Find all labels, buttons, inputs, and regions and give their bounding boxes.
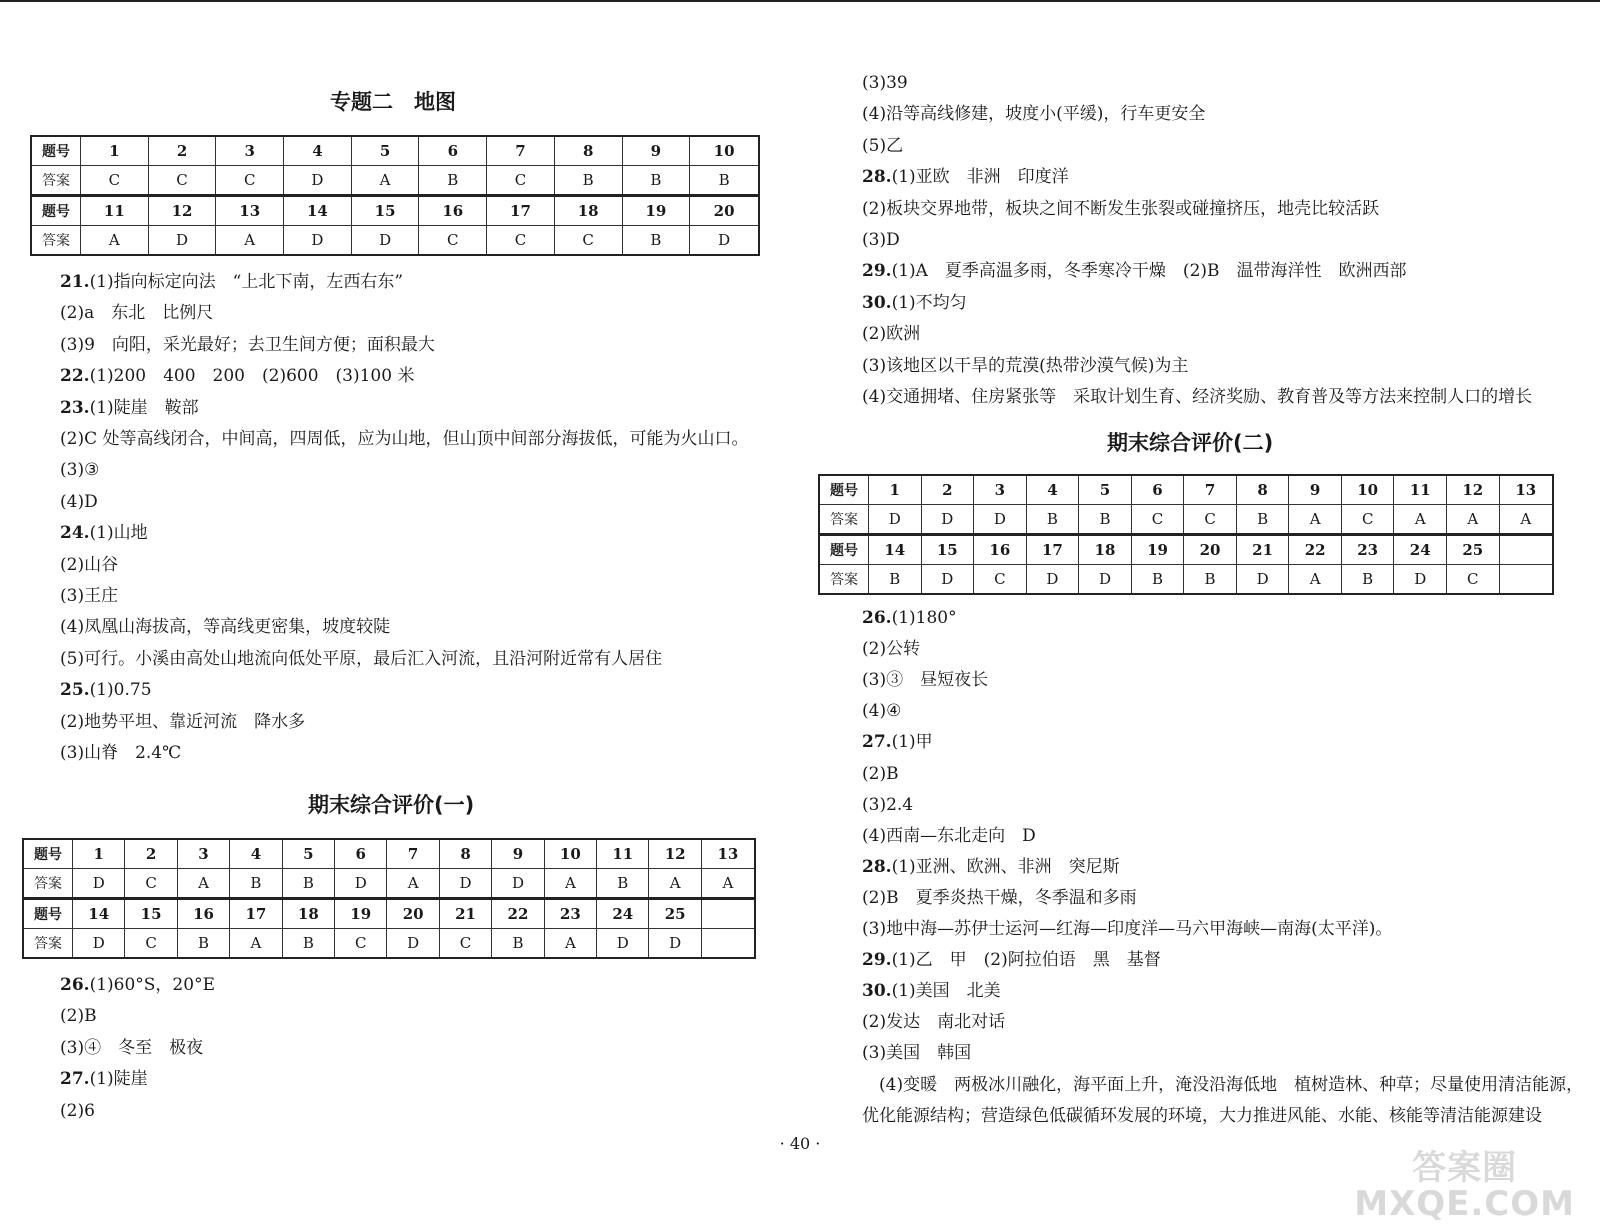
question-number-cell: 10 xyxy=(544,839,596,869)
question-number-cell: 20 xyxy=(690,196,759,226)
answer-cell: A xyxy=(351,166,419,196)
answer-text: (5)可行。小溪由高处山地流向低处平原，最后汇入河流，且沿河附近常有人居住 xyxy=(60,648,663,669)
table-row xyxy=(23,839,755,869)
table-row xyxy=(819,565,1553,595)
question-number-cell: 2 xyxy=(148,136,216,166)
answer-cell: B xyxy=(1079,505,1132,535)
question-number-cell: 6 xyxy=(419,136,487,166)
question-number: 30. xyxy=(862,981,892,1002)
answer-cell: C xyxy=(974,565,1027,595)
answer-line xyxy=(60,554,118,576)
row-header: 题号 xyxy=(23,839,73,869)
answer-cell: C xyxy=(125,929,177,959)
answer-cell: D xyxy=(869,505,922,535)
answer-line xyxy=(862,887,1137,909)
question-number: 26. xyxy=(862,608,892,628)
question-number-cell: 18 xyxy=(554,196,622,226)
answer-text: (2)山谷 xyxy=(60,554,119,575)
answer-line xyxy=(862,669,988,691)
answer-text: (4)变暖 两极冰川融化，海平面上升，淹没沿海低地 植树造林、种草；尽量使用清洁能源， xyxy=(862,1074,1584,1095)
table-row xyxy=(23,869,755,899)
answer-text: (2)发达 南北对话 xyxy=(862,1012,1006,1033)
answer-cell: D xyxy=(387,929,439,959)
answer-cell: B xyxy=(1026,505,1079,535)
question-number: 21. xyxy=(60,272,90,292)
answer-text: (2)B 夏季炎热干燥，冬季温和多雨 xyxy=(862,887,1137,908)
question-number-cell: 11 xyxy=(1394,475,1447,505)
answer-line xyxy=(60,648,662,670)
question-number-cell: 3 xyxy=(974,475,1027,505)
answer-line xyxy=(862,731,933,753)
question-number-cell: 4 xyxy=(1026,475,1079,505)
question-number-cell: 3 xyxy=(177,839,229,869)
section-title-final-1: 期末综合评价(一) xyxy=(308,793,475,817)
answer-cell: D xyxy=(439,869,491,899)
question-number-cell: 5 xyxy=(351,136,419,166)
answer-table-final-2 xyxy=(818,474,1554,595)
answer-text: (1)亚欧 非洲 印度洋 xyxy=(891,167,1069,188)
answer-line xyxy=(862,103,1205,125)
question-number: 29. xyxy=(862,950,892,971)
question-number-cell: 21 xyxy=(439,899,491,929)
answer-cell: D xyxy=(148,226,216,256)
answer-text: (2)B xyxy=(862,763,899,784)
question-number-cell: 9 xyxy=(622,136,690,166)
answer-line xyxy=(60,302,213,324)
answer-cell: B xyxy=(622,226,690,256)
answer-line xyxy=(862,607,957,629)
question-number-cell xyxy=(701,899,755,929)
answer-cell: B xyxy=(1236,505,1289,535)
question-number-cell: 10 xyxy=(690,136,759,166)
answer-line xyxy=(862,949,1161,971)
answer-cell: B xyxy=(1184,565,1237,595)
answer-cell: D xyxy=(1079,565,1132,595)
answer-cell: C xyxy=(487,226,555,256)
question-number: 25. xyxy=(60,680,90,701)
question-number: 27. xyxy=(862,732,892,753)
answer-text: (2)公转 xyxy=(862,639,921,660)
question-number: 29. xyxy=(862,261,892,282)
answer-text: (4)D xyxy=(60,491,98,512)
answer-line xyxy=(60,271,403,293)
watermark-logo: 答案圈 MXQE.COM xyxy=(1354,1148,1575,1224)
question-number-cell: 16 xyxy=(177,899,229,929)
question-number: 28. xyxy=(862,856,892,877)
answer-cell: C xyxy=(1131,505,1184,535)
question-number-cell: 8 xyxy=(1236,475,1289,505)
answer-line xyxy=(862,292,967,314)
question-number: 27. xyxy=(60,1069,90,1090)
answer-cell: D xyxy=(649,929,701,959)
answer-cell: C xyxy=(335,929,387,959)
answer-text: (3)9 向阳，采光最好；去卫生间方便；面积最大 xyxy=(60,334,435,355)
answer-text: (3)③ 昼短夜长 xyxy=(862,670,989,691)
answer-text: (2)a 东北 比例尺 xyxy=(60,303,214,324)
question-number-cell: 5 xyxy=(1079,475,1132,505)
question-number-cell: 8 xyxy=(554,136,622,166)
answer-line xyxy=(862,355,1188,377)
answer-line xyxy=(60,974,215,996)
table-row xyxy=(31,166,759,196)
question-number-cell: 1 xyxy=(73,839,125,869)
answer-line xyxy=(862,323,920,345)
answer-line xyxy=(60,428,749,450)
answer-cell: A xyxy=(216,226,284,256)
question-number-cell: 7 xyxy=(487,136,555,166)
question-number-cell: 20 xyxy=(387,899,439,929)
answer-text: (3)地中海—苏伊士运河—红海—印度洋—马六甲海峡—南海(太平洋)。 xyxy=(862,919,1393,939)
answer-text: (3)该地区以干旱的荒漠(热带沙漠气候)为主 xyxy=(862,355,1189,376)
answer-text: (2)C 处等高线闭合，中间高，四周低，应为山地，但山顶中间部分海拔低，可能为火山口。 xyxy=(60,429,749,449)
answer-line xyxy=(60,1068,148,1090)
answer-cell: C xyxy=(125,869,177,899)
question-number: 26. xyxy=(60,975,90,995)
answer-cell: A xyxy=(1394,505,1447,535)
question-number-cell: 2 xyxy=(125,839,177,869)
answer-line xyxy=(60,742,181,764)
row-header: 答案 xyxy=(819,505,869,535)
answer-cell: D xyxy=(1236,565,1289,595)
answer-text: (3)美国 韩国 xyxy=(862,1043,972,1064)
question-number-cell: 13 xyxy=(216,196,284,226)
question-number-cell: 17 xyxy=(487,196,555,226)
answer-text: (1)指向标定向法 “上北下南，左西右东” xyxy=(89,272,404,292)
answer-cell: D xyxy=(1394,565,1447,595)
answer-cell: B xyxy=(1131,565,1184,595)
question-number: 22. xyxy=(60,366,90,387)
question-number-cell: 14 xyxy=(73,899,125,929)
answer-line xyxy=(862,135,903,157)
answer-cell: D xyxy=(335,869,387,899)
question-number-cell: 22 xyxy=(1289,535,1342,565)
question-number-cell: 13 xyxy=(1499,475,1553,505)
answer-cell: C xyxy=(1447,565,1500,595)
answer-cell: B xyxy=(282,869,334,899)
table-row xyxy=(31,196,759,226)
question-number: 30. xyxy=(862,292,892,313)
question-number-cell: 3 xyxy=(216,136,284,166)
question-number-cell: 25 xyxy=(649,899,701,929)
row-header: 答案 xyxy=(819,565,869,595)
answer-cell: C xyxy=(216,166,284,196)
question-number-cell: 24 xyxy=(1394,535,1447,565)
answer-cell: B xyxy=(554,166,622,196)
answer-cell: D xyxy=(284,226,352,256)
answer-cell: B xyxy=(1341,565,1394,595)
answer-cell: B xyxy=(869,565,922,595)
section-title-map: 专题二 地图 xyxy=(330,90,456,114)
answer-table-final-1 xyxy=(22,838,756,959)
answer-text: (2)欧洲 xyxy=(862,324,921,345)
answer-cell: B xyxy=(282,929,334,959)
answer-line xyxy=(60,365,414,387)
answer-text: (4)西南—东北走向 D xyxy=(862,825,1036,846)
question-number-cell: 22 xyxy=(492,899,544,929)
answer-cell: D xyxy=(73,869,125,899)
answer-text: (3)山脊 2.4℃ xyxy=(60,743,182,763)
question-number-cell: 17 xyxy=(1026,535,1079,565)
answer-line xyxy=(862,918,1392,940)
answer-cell: D xyxy=(921,565,974,595)
question-number-cell: 15 xyxy=(351,196,419,226)
question-number: 23. xyxy=(60,397,90,418)
answer-cell: B xyxy=(690,166,759,196)
answer-text: (1)60°S，20°E xyxy=(89,975,215,995)
table-row xyxy=(819,505,1553,535)
answer-text: (3)2.4 xyxy=(862,794,914,815)
answer-line xyxy=(862,260,1407,282)
answer-cell: D xyxy=(284,166,352,196)
question-number-cell: 16 xyxy=(419,196,487,226)
answer-cell: D xyxy=(690,226,759,256)
question-number-cell: 4 xyxy=(230,839,282,869)
answer-text: (1)山地 xyxy=(89,523,148,544)
table-row xyxy=(23,929,755,959)
answer-line xyxy=(862,229,900,251)
answer-text: (1)180° xyxy=(891,608,957,628)
answer-text: (2)B xyxy=(60,1006,97,1027)
question-number-cell: 16 xyxy=(974,535,1027,565)
question-number-cell: 2 xyxy=(921,475,974,505)
question-number-cell: 9 xyxy=(1289,475,1342,505)
row-header: 题号 xyxy=(819,535,869,565)
answer-text: (4)凤凰山海拔高，等高线更密集，坡度较陡 xyxy=(60,617,391,638)
question-number-cell: 24 xyxy=(597,899,649,929)
answer-text: (4)沿等高线修建，坡度小(平缓)，行车更安全 xyxy=(862,104,1206,125)
answer-line xyxy=(60,1005,97,1027)
answer-line xyxy=(862,700,901,722)
answer-cell: C xyxy=(1341,505,1394,535)
question-number-cell: 21 xyxy=(1236,535,1289,565)
answer-cell: D xyxy=(73,929,125,959)
answer-text: (1)不均匀 xyxy=(891,292,967,313)
answer-cell xyxy=(1499,565,1553,595)
answer-text: (1)甲 xyxy=(891,732,933,753)
answer-cell: A xyxy=(1289,505,1342,535)
answer-line xyxy=(862,1105,1542,1127)
question-number-cell: 9 xyxy=(492,839,544,869)
answer-text: (2)板块交界地带，板块之间不断发生张裂或碰撞挤压，地壳比较活跃 xyxy=(862,198,1380,219)
answer-text: (4)④ xyxy=(862,701,902,722)
question-number-cell: 23 xyxy=(1341,535,1394,565)
row-header: 答案 xyxy=(31,166,81,196)
answer-text: (1)陡崖 鞍部 xyxy=(89,397,199,418)
answer-cell: C xyxy=(439,929,491,959)
answer-cell: C xyxy=(1184,505,1237,535)
answer-line xyxy=(60,585,118,607)
table-row xyxy=(23,899,755,929)
answer-text: (3)王庄 xyxy=(60,586,119,606)
question-number-cell: 17 xyxy=(230,899,282,929)
answer-line xyxy=(60,459,99,481)
question-number-cell: 7 xyxy=(387,839,439,869)
answer-cell: A xyxy=(1499,505,1553,535)
answer-cell: A xyxy=(387,869,439,899)
question-number-cell: 19 xyxy=(622,196,690,226)
answer-cell: D xyxy=(492,869,544,899)
question-number-cell: 19 xyxy=(335,899,387,929)
answer-line xyxy=(862,386,1532,408)
answer-cell xyxy=(701,929,755,959)
answer-line xyxy=(60,522,148,544)
answer-cell: A xyxy=(701,869,755,899)
question-number-cell: 7 xyxy=(1184,475,1237,505)
answer-text: (1)陡崖 xyxy=(89,1069,148,1090)
answer-line xyxy=(60,334,435,356)
answer-text: (3)39 xyxy=(862,73,908,93)
row-header: 题号 xyxy=(23,899,73,929)
question-number-cell: 23 xyxy=(544,899,596,929)
answer-line xyxy=(60,491,98,513)
answer-text: 优化能源结构；营造绿色低碳循环发展的环境，大力推进风能、水能、核能等清洁能源建设 xyxy=(862,1105,1542,1126)
top-rule xyxy=(0,0,1600,2)
question-number-cell: 18 xyxy=(282,899,334,929)
question-number-cell: 6 xyxy=(1131,475,1184,505)
answer-cell: C xyxy=(148,166,216,196)
answer-cell: A xyxy=(544,869,596,899)
row-header: 答案 xyxy=(31,226,81,256)
question-number-cell: 5 xyxy=(282,839,334,869)
row-header: 题号 xyxy=(31,136,81,166)
row-header: 题号 xyxy=(819,475,869,505)
answer-line xyxy=(60,397,199,419)
question-number-cell xyxy=(1499,535,1553,565)
answer-cell: A xyxy=(544,929,596,959)
table-row xyxy=(819,535,1553,565)
answer-cell: C xyxy=(419,226,487,256)
question-number-cell: 15 xyxy=(921,535,974,565)
question-number-cell: 12 xyxy=(148,196,216,226)
answer-line xyxy=(60,711,305,733)
answer-cell: B xyxy=(230,869,282,899)
question-number-cell: 14 xyxy=(869,535,922,565)
answer-text: (1)200 400 200 (2)600 (3)100 米 xyxy=(89,366,415,387)
answer-line xyxy=(862,72,908,94)
answer-line xyxy=(862,1011,1005,1033)
answer-cell: C xyxy=(487,166,555,196)
answer-line xyxy=(862,1074,1583,1096)
answer-text: (2)地势平坦、靠近河流 降水多 xyxy=(60,711,306,732)
row-header: 答案 xyxy=(23,869,73,899)
answer-line xyxy=(862,763,899,785)
answer-cell: C xyxy=(81,166,149,196)
answer-line xyxy=(862,1042,971,1064)
question-number-cell: 11 xyxy=(81,196,149,226)
answer-text: (5)乙 xyxy=(862,135,904,156)
question-number-cell: 19 xyxy=(1131,535,1184,565)
answer-text: (3)D xyxy=(862,230,900,250)
answer-table-map xyxy=(30,135,760,256)
question-number-cell: 15 xyxy=(125,899,177,929)
section-title-final-2: 期末综合评价(二) xyxy=(1107,431,1274,455)
answer-cell: A xyxy=(1289,565,1342,595)
answer-text: (1)A 夏季高温多雨，冬季寒冷干燥 (2)B 温带海洋性 欧洲西部 xyxy=(891,261,1407,282)
answer-line xyxy=(862,825,1036,847)
answer-line xyxy=(862,794,913,816)
answer-cell: A xyxy=(230,929,282,959)
question-number-cell: 1 xyxy=(81,136,149,166)
answer-line xyxy=(862,198,1379,220)
answer-line xyxy=(862,638,920,660)
answer-cell: D xyxy=(921,505,974,535)
question-number-cell: 1 xyxy=(869,475,922,505)
answer-cell: B xyxy=(597,869,649,899)
table-row xyxy=(31,226,759,256)
answer-line xyxy=(60,616,390,638)
answer-line xyxy=(60,1037,203,1059)
answer-cell: C xyxy=(554,226,622,256)
answer-cell: A xyxy=(81,226,149,256)
question-number-cell: 13 xyxy=(701,839,755,869)
row-header: 题号 xyxy=(31,196,81,226)
answer-text: (3)③ xyxy=(60,460,100,481)
answer-cell: B xyxy=(419,166,487,196)
row-header: 答案 xyxy=(23,929,73,959)
answer-text: (1)美国 北美 xyxy=(891,981,1001,1002)
question-number-cell: 10 xyxy=(1341,475,1394,505)
answer-text: (4)交通拥堵、住房紧张等 采取计划生育、经济奖励、教育普及等方法来控制人口的增长 xyxy=(862,387,1533,407)
question-number-cell: 12 xyxy=(1447,475,1500,505)
answer-cell: D xyxy=(1026,565,1079,595)
answer-line xyxy=(862,980,1001,1002)
question-number: 24. xyxy=(60,523,90,544)
answer-line xyxy=(60,1100,95,1122)
table-row xyxy=(819,475,1553,505)
question-number-cell: 25 xyxy=(1447,535,1500,565)
question-number-cell: 18 xyxy=(1079,535,1132,565)
answer-text: (2)6 xyxy=(60,1100,95,1121)
table-row xyxy=(31,136,759,166)
answer-cell: A xyxy=(177,869,229,899)
question-number-cell: 6 xyxy=(335,839,387,869)
question-number-cell: 14 xyxy=(284,196,352,226)
answer-text: (1)乙 甲 (2)阿拉伯语 黑 基督 xyxy=(891,950,1161,971)
page-number: · 40 · xyxy=(779,1134,821,1153)
answer-cell: D xyxy=(974,505,1027,535)
question-number-cell: 20 xyxy=(1184,535,1237,565)
answer-text: (1)0.75 xyxy=(89,680,152,701)
answer-cell: B xyxy=(177,929,229,959)
answer-cell: D xyxy=(351,226,419,256)
question-number: 28. xyxy=(862,167,892,188)
answer-cell: B xyxy=(622,166,690,196)
question-number-cell: 11 xyxy=(597,839,649,869)
answer-line xyxy=(60,679,152,701)
answer-cell: B xyxy=(492,929,544,959)
answer-line xyxy=(862,856,1120,878)
question-number-cell: 8 xyxy=(439,839,491,869)
question-number-cell: 12 xyxy=(649,839,701,869)
answer-line xyxy=(862,166,1069,188)
answer-cell: D xyxy=(597,929,649,959)
answer-cell: A xyxy=(649,869,701,899)
question-number-cell: 4 xyxy=(284,136,352,166)
answer-text: (3)④ 冬至 极夜 xyxy=(60,1037,204,1058)
answer-text: (1)亚洲、欧洲、非洲 突尼斯 xyxy=(891,856,1120,877)
answer-cell: A xyxy=(1447,505,1500,535)
